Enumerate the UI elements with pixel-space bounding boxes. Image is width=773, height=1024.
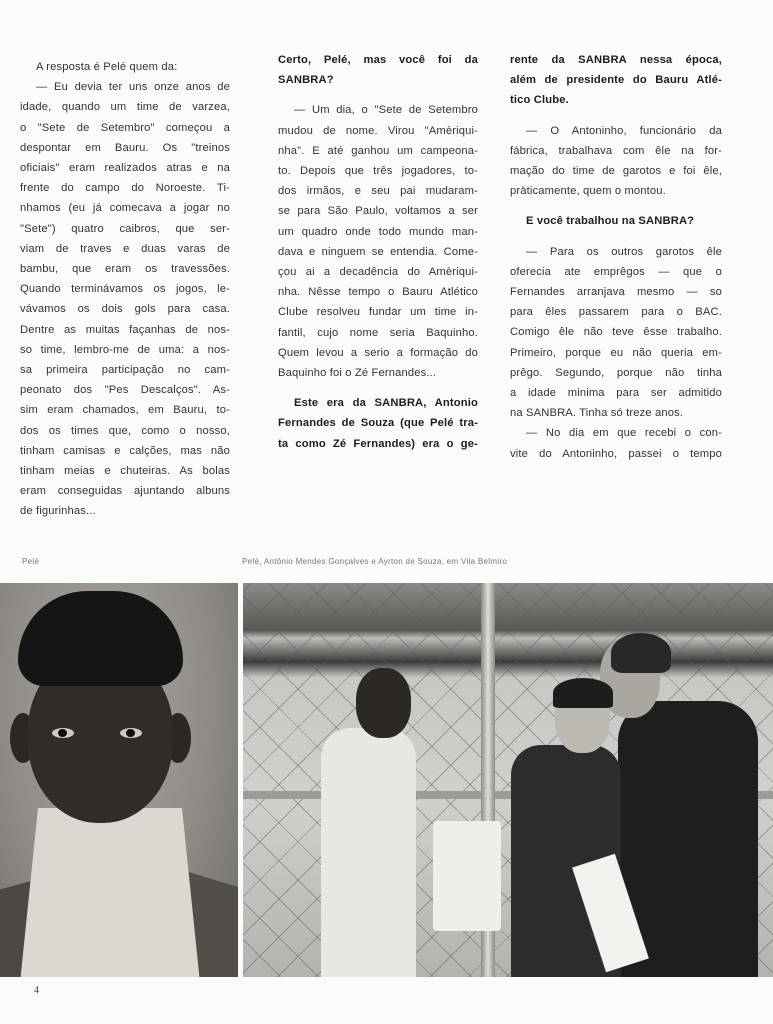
text-line: tinham camisas e calções, mas não (20, 444, 230, 457)
text-line: vávamos os dois gols para casa. (20, 303, 230, 316)
interview-question: tico Clube. (510, 94, 569, 107)
text-line: sim eram chamados, em Bauru, to- (20, 404, 230, 417)
paragraph-gap (510, 201, 722, 211)
text-line: dos os times que, como o nosso, (20, 424, 230, 437)
paragraph-gap (278, 90, 478, 100)
interview-question: rente da SANBRA nessa época, (510, 54, 722, 66)
answer-line: — O Antoninho, funcionário da (526, 124, 722, 137)
answer-line: — Para os outros garotos êle (526, 245, 722, 258)
interview-question: Fernandes de Souza (que Pelé tra- (278, 417, 478, 430)
text-line: viam de traves e duas varas de (20, 242, 230, 255)
answer-line: dos irmãos, e seu pai mudaram- (278, 185, 478, 198)
text-line: A resposta é Pelé quem da: (36, 61, 178, 73)
paragraph-gap (510, 232, 722, 242)
answer-line: prêgo. Segundo, porque não tinha (510, 366, 722, 379)
answer-line: dava e ninguem se entendia. Come- (278, 245, 478, 258)
text-column-2 (278, 50, 478, 454)
interview-question: SANBRA? (278, 74, 334, 87)
interview-question: E você trabalhou na SANBRA? (526, 215, 695, 228)
group-photo (243, 583, 773, 977)
answer-line: Quem levou a serio a formação do (278, 346, 478, 359)
person-1-body (321, 728, 416, 977)
interview-question: Este era da SANBRA, Antonio (294, 397, 478, 410)
eye-shape (52, 728, 74, 738)
answer-line: a idade minima para ser admitido (510, 387, 722, 400)
page-number: 4 (34, 985, 39, 996)
answer-line: mudou de nome. Virou "Amèriqui- (278, 124, 478, 137)
answer-line: fábrica, trabalhava com êle na for- (510, 144, 722, 157)
text-line: de figurinhas... (20, 505, 96, 518)
answer-line: fantil, cujo nome seria Baquinho. (278, 326, 478, 339)
answer-line: Baquinho foi o Zé Fernandes... (278, 367, 437, 380)
person-2-hair (553, 678, 613, 708)
text-line: oficiais" eram realizados atras e na (20, 162, 230, 175)
portrait-photo (0, 583, 238, 977)
person-3-hair (611, 633, 671, 673)
answer-line: to. Depois que três jogadores, to- (278, 165, 478, 178)
text-line: — Eu devia ter uns onze anos de (36, 81, 230, 94)
answer-line: Comigo êle não teve êsse trabalho. (510, 326, 722, 339)
answer-line: para êles passarem para o BAC. (510, 306, 722, 319)
text-line: o "Sete de Setembro" começou a (20, 121, 230, 134)
answer-line: — No dia em que recebi o con- (526, 427, 722, 440)
hair-shape (18, 591, 183, 686)
answer-line: nha". E até ganhou um campeona- (278, 144, 478, 157)
text-line: idade, quando um time de varzea, (20, 101, 230, 114)
text-column-1 (20, 57, 230, 522)
answer-line: vite do Antoninho, passei o tempo (510, 447, 722, 460)
text-line: eram conseguidas ajuntando albuns (20, 485, 230, 498)
text-line: Dentre as muitas façanhas de nos- (20, 323, 230, 336)
answer-line: mação do time de garotos e foi êle, (510, 165, 722, 178)
eye-shape (120, 728, 142, 738)
text-line: Quando terminávamos os jogos, le- (20, 283, 230, 296)
answer-line: nha. Nêsse tempo o Bauru Atlético (278, 286, 478, 299)
photo-caption-right: Pelé, Antônio Mendes Gonçalves e Ayrton de Souza, em Vila Belmiro (242, 557, 508, 566)
answer-line: Clube resolveu fundar um time in- (278, 306, 478, 319)
interview-question: ta como Zé Fernandes) era o ge- (278, 437, 478, 450)
photo-caption-left: Pelé (22, 557, 40, 566)
text-line: sa primeira participação no cam- (20, 364, 230, 377)
text-line: "Sete") quatro caibros, que ser- (20, 222, 230, 235)
interview-question: além de presidente do Bauru Atlé- (510, 74, 722, 87)
answer-line: um quadro onde todo mundo man- (278, 225, 478, 238)
text-line: peonato dos "Pes Descalços". As- (20, 384, 230, 397)
text-line: bambu, que eram os travessões. (20, 263, 230, 276)
text-column-3 (510, 50, 722, 464)
answer-line: se para São Paulo, voltamos a ser (278, 205, 478, 218)
text-line: so time, lembro-me de uma: a nos- (20, 343, 230, 356)
answer-line: Primeiro, porque eu não queria em- (510, 346, 722, 359)
answer-line: çou ai a decadência do Amèriqui- (278, 266, 478, 279)
text-line: despontar em Bauru. Os "treinos (20, 141, 230, 154)
text-line: nhamos (eu já comecava a jogar no (20, 202, 230, 215)
bag (433, 821, 501, 931)
answer-line: na SANBRA. Tinha só treze anos. (510, 407, 684, 420)
answer-line: oferecia ate emprêgos — que o (510, 265, 722, 278)
paragraph-gap (278, 383, 478, 393)
answer-line: — Um dia, o "Sete de Setembro (294, 104, 478, 117)
text-line: frente do campo do Noroeste. Ti- (20, 182, 230, 195)
person-1-head (356, 668, 411, 738)
shirt-collar-shape (20, 808, 200, 977)
text-line: tinham meias e chuteiras. As bolas (20, 465, 230, 478)
interview-question: Certo, Pelé, mas você foi da (278, 54, 478, 66)
answer-line: Fernandes arranjava mesmo — so (510, 286, 722, 299)
paragraph-gap (510, 111, 722, 121)
answer-line: pràticamente, quem o montou. (510, 185, 666, 198)
